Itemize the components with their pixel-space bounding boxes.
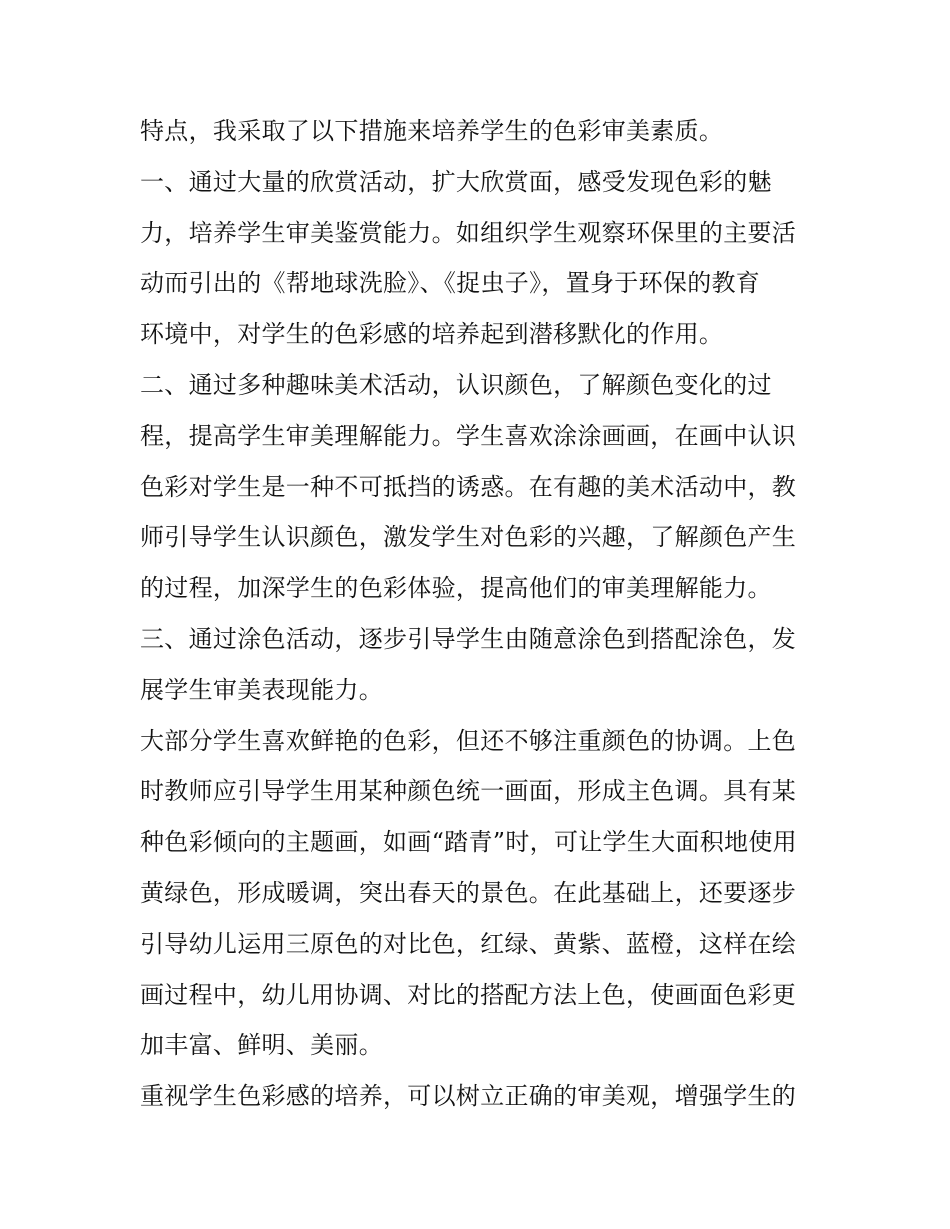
text-line: 种色彩倾向的主题画，如画“踏青”时，可让学生大面积地使用 bbox=[140, 828, 797, 857]
text-line: 加丰富、鲜明、美丽。 bbox=[140, 1031, 383, 1060]
text-line: 环境中，对学生的色彩感的培养起到潜移默化的作用。 bbox=[140, 320, 724, 349]
document-body bbox=[140, 106, 820, 1122]
text-line: 特点，我采取了以下措施来培养学生的色彩审美素质。 bbox=[140, 117, 724, 145]
text-line: 展学生审美表现能力。 bbox=[140, 675, 383, 704]
text-line: 画过程中，幼儿用协调、对比的搭配方法上色，使画面色彩更 bbox=[140, 980, 797, 1009]
text-line: 时教师应引导学生用某种颜色统一画面，形成主色调。具有某 bbox=[140, 777, 797, 806]
text-line: 程，提高学生审美理解能力。学生喜欢涂涂画画，在画中认识 bbox=[140, 421, 797, 450]
text-line: 一、通过大量的欣赏活动，扩大欣赏面，感受发现色彩的魅 bbox=[140, 167, 772, 196]
text-line: 二、通过多种趣味美术活动，认识颜色，了解颜色变化的过 bbox=[140, 370, 772, 399]
text-line: 师引导学生认识颜色，激发学生对色彩的兴趣，了解颜色产生 bbox=[140, 523, 797, 552]
text-line: 力，培养学生审美鉴赏能力。如组织学生观察环保里的主要活 bbox=[140, 218, 797, 247]
text-line: 动而引出的《帮地球洗脸》、《捉虫子》，置身于环保的教育 bbox=[140, 269, 761, 298]
text-line: 重视学生色彩感的培养，可以树立正确的审美观，增强学生的 bbox=[140, 1082, 797, 1111]
text-line: 引导幼儿运用三原色的对比色，红绿、黄紫、蓝橙，这样在绘 bbox=[140, 929, 797, 958]
text-line: 三、通过涂色活动，逐步引导学生由随意涂色到搭配涂色，发 bbox=[140, 624, 797, 653]
text-line: 色彩对学生是一种不可抵挡的诱惑。在有趣的美术活动中，教 bbox=[140, 472, 797, 501]
text-line: 大部分学生喜欢鲜艳的色彩，但还不够注重颜色的协调。上色 bbox=[140, 726, 797, 755]
text-line: 的过程，加深学生的色彩体验，提高他们的审美理解能力。 bbox=[140, 574, 772, 603]
text-line: 黄绿色，形成暖调，突出春天的景色。在此基础上，还要逐步 bbox=[140, 878, 797, 907]
